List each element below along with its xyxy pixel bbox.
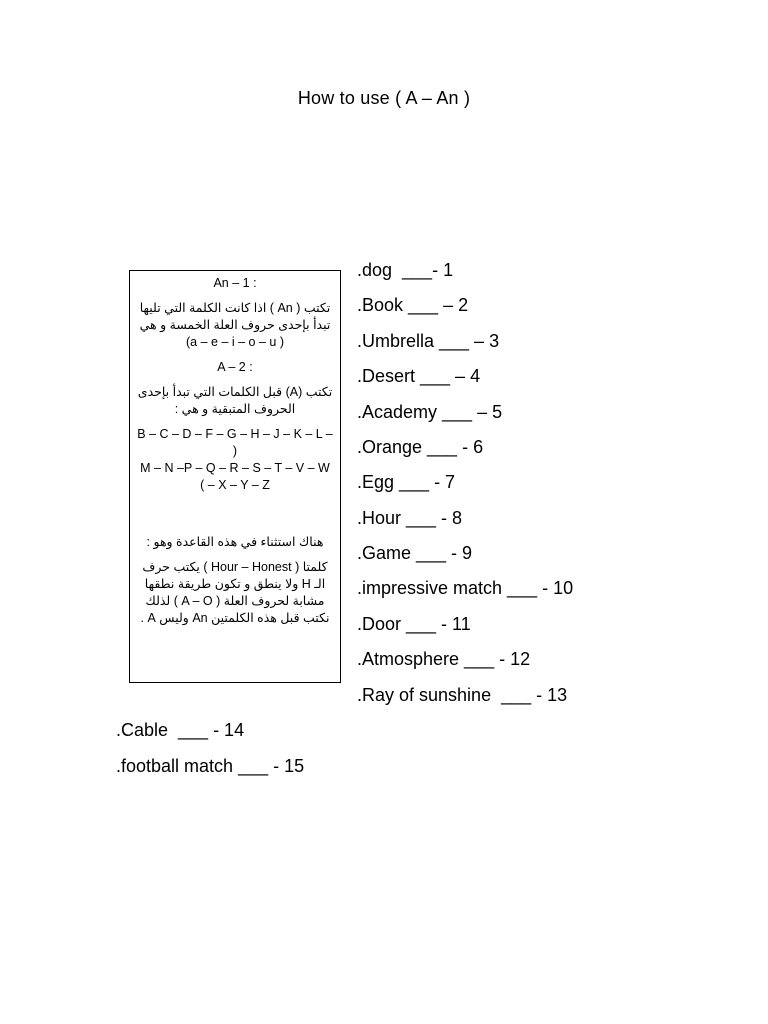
- exercise-item: .Academy ___ – 5: [357, 402, 503, 422]
- letters-line: B – C – D – F – G – H – J – K – L – ): [137, 427, 333, 458]
- exercise-item: .Game ___ - 9: [357, 543, 473, 563]
- exercise-item: .Atmosphere ___ - 12: [357, 649, 531, 669]
- exercise-item: .Orange ___ - 6: [357, 437, 484, 457]
- letters-line: M – N –P – Q – R – S – T – V – W: [140, 461, 330, 475]
- rule-a-heading: : A – 2: [217, 360, 253, 374]
- letters-line: ( – X – Y – Z: [200, 478, 270, 492]
- exercise-item: .impressive match ___ - 10: [357, 578, 574, 598]
- exercise-item: .dog ___- 1: [357, 260, 454, 280]
- exercise-item: .Book ___ – 2: [357, 295, 469, 315]
- exercise-item: .Ray of sunshine ___ - 13: [357, 685, 568, 705]
- exercise-item: .Desert ___ – 4: [357, 366, 481, 386]
- page-title: How to use ( A – An ): [297, 88, 471, 108]
- exercise-item: .Umbrella ___ – 3: [357, 331, 500, 351]
- rules-box: [129, 270, 341, 683]
- exercise-item: .football match ___ - 15: [116, 756, 305, 776]
- exercise-item: .Door ___ - 11: [357, 614, 471, 634]
- exercise-item: .Cable ___ - 14: [116, 720, 245, 740]
- rule-an-heading: : An – 1: [213, 276, 257, 290]
- exception-text: كلمتا ( Hour – Honest ) يكتب حرف الـ H ولا ينطق و تكون طريقة نطقها مشابة لحروف العلة ( A – O ) لذلك نكتب قبل هذه الكلمتين An وليس A .: [140, 560, 330, 625]
- exercise-item: .Egg ___ - 7: [357, 472, 456, 492]
- rule-a-text: تكتب (A) قبل الكلمات التي تبدأ بإحدى الحروف المتبقية و هي :: [137, 385, 333, 416]
- exercise-item: .Hour ___ - 8: [357, 508, 463, 528]
- rule-an-text: تكتب ( An ) اذا كانت الكلمة التي تليها تبدأ بإحدى حروف العلة الخمسة و هي ( a – e – i – o – u): [139, 301, 331, 349]
- exception-heading: هناك استثناء في هذه القاعدة وهو :: [146, 535, 324, 549]
